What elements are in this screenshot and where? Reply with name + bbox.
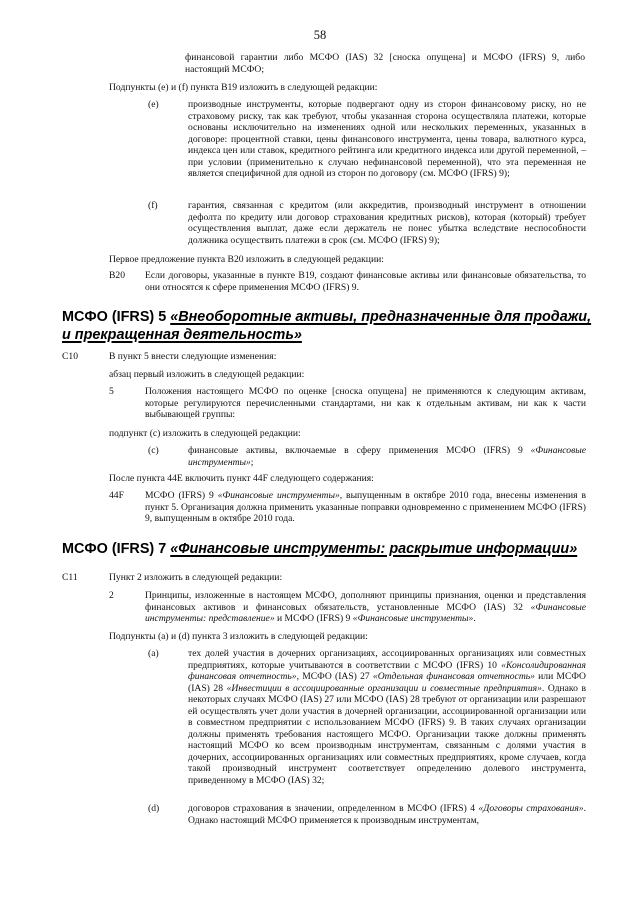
p2-text xyxy=(145,590,586,625)
c10-sub1: абзац первый изложить в следующей редакции: xyxy=(109,369,305,380)
a-6: «Инвестиции в ассоциированные организации и совместные предприятия» xyxy=(226,682,542,694)
heading-ifrs7-title: «Финансовые инструменты: раскрытие информации» xyxy=(170,541,578,557)
b19-e-text: производные инструменты, которые подвергают одну из сторон финансовому риску, но не страховому риску, так как требуют, чтобы указанная сторона осуществляла платежи, которые основаны исключительно на изменениях одной или нескольких переменных, указанных в договоре: процентной ставки, цены финансового инструмента, цены товара, валютного курса, индекса цен или ставок, кредитного рейтинга или кредитного индекса или другой переменной, – при условии (применительно к случаю нефинансовой переменной), что эта переменная не является специфичной для одной из сторон по договору (см. МСФО (IFRS) 9); xyxy=(188,99,586,179)
p2-d: «Финансовые инструменты» xyxy=(352,613,474,624)
b20-label: B20 xyxy=(109,270,125,281)
c10-c-text-italic: «Финансовые инструменты» xyxy=(188,445,586,468)
a-3: , МСФО (IAS) 27 xyxy=(296,671,373,682)
c10-after44e: После пункта 44E включить пункт 44F следующего содержания: xyxy=(109,473,374,484)
top-continuation: финансовой гарантии либо МСФО (IAS) 32 [сноска опущена] и МСФО (IFRS) 9, либо настоящий МСФО; xyxy=(185,52,585,75)
heading-ifrs7-prefix: МСФО (IFRS) 7 xyxy=(62,541,171,557)
p2-a: Принципы, изложенные в настоящем МСФО, дополняют принципы признания, оценки и представления финансовых активов и финансовых обязательств, установленные МСФО (IAS) 32 xyxy=(145,590,586,613)
c11-sub: Подпункты (a) и (d) пункта 3 изложить в следующей редакции: xyxy=(109,631,368,642)
p5-text: Положения настоящего МСФО по оценке [сноска опущена] не применяются к следующим активам, которые регулируются перечисленными стандартами, ни как к отдельным активам, ни как к части выбывающей группы: xyxy=(145,386,586,420)
b19-f-label: (f) xyxy=(148,200,158,211)
a-7: . Однако в некоторых случаях МСФО (IAS) 27 или МСФО (IAS) 28 требуют от организации или разрешают ей осуществлять учет доли участия в дочерней организации, ассоциированной организации или в совместном предприятии с использованием МСФО (IFRS) 9. В таких случаях организации должны применять требования настоящего МСФО. Организации также должны применять настоящий МСФО ко всем производным инструментам, связанным с долями участия в дочерних, ассоциированных организациях или совместных предприятиях, кроме случаев, когда такой производный инструмент соответствует определению долевого инструмента, приведенному в МСФО (IAS) 32; xyxy=(188,682,586,786)
a-2: «Консолидированная финансовая отчетность» xyxy=(188,659,586,682)
d-3: . Однако настоящий МСФО применяется к производным инструментам, xyxy=(188,803,586,826)
d-2: «Договоры страхования» xyxy=(478,803,584,814)
heading-ifrs5 xyxy=(62,308,602,344)
p44f-a: МСФО (IFRS) 9 xyxy=(145,490,218,501)
p44f-c: , выпущенным в октябре 2010 года, внесены изменения в пункт 5. Организация должна применить указанные поправки одновременно с применением МСФО (IFRS) 9, выпущенным в октябре 2010 года. xyxy=(145,490,586,524)
c11-d-label: (d) xyxy=(148,803,160,814)
c10-c-text xyxy=(188,445,586,468)
b20-intro: Первое предложение пункта B20 изложить в следующей редакции: xyxy=(109,254,384,265)
c11-label: C11 xyxy=(62,572,78,583)
c10-sub2: подпункт (c) изложить в следующей редакции: xyxy=(109,428,301,439)
c11-text: Пункт 2 изложить в следующей редакции: xyxy=(109,572,283,583)
heading-ifrs7 xyxy=(62,540,602,558)
p2-label: 2 xyxy=(109,590,114,601)
p44f-text xyxy=(145,490,586,525)
b19-e-label: (e) xyxy=(148,99,159,110)
a-4: «Отдельная финансовая отчетность» xyxy=(372,671,535,682)
heading-ifrs5-title-line2: и прекращенная деятельность» xyxy=(62,327,302,343)
b19-f-text: гарантия, связанная с кредитом (или аккредитив, производный инструмент в отношении дефолта по кредиту или договор страхования кредитных рисков), которая (который) требует осуществления выплат, даже если держатель не понес убытка вследствие неспособности должника осуществить платежи в срок (см. МСФО (IFRS) 9); xyxy=(188,200,586,246)
c10-label: C10 xyxy=(62,351,78,362)
p44f-label: 44F xyxy=(109,490,124,501)
c11-a-label: (a) xyxy=(148,648,159,659)
d-1: договоров страхования в значении, определенном в МСФО (IFRS) 4 xyxy=(188,803,479,814)
c10-c-text-plain: финансовые активы, включаемые в сферу применения МСФО (IFRS) 9 xyxy=(188,445,531,456)
heading-ifrs5-title-line1: «Внеоборотные активы, предназначенные для продажи, xyxy=(170,309,592,325)
b20-text: Если договоры, указанные в пункте B19, создают финансовые активы или финансовые обязательства, то они относятся к сфере применения МСФО (IFRS) 9. xyxy=(145,270,586,293)
p44f-b: «Финансовые инструменты» xyxy=(217,490,340,501)
p2-e: . xyxy=(473,613,476,624)
p2-b: «Финансовые инструменты: представление» xyxy=(145,601,586,624)
page-number: 58 xyxy=(313,28,327,42)
c10-c-text-end: ; xyxy=(250,456,254,468)
b19-intro: Подпункты (e) и (f) пункта B19 изложить в следующей редакции: xyxy=(109,82,378,93)
p5-label: 5 xyxy=(109,386,114,397)
c11-a-text xyxy=(188,648,586,786)
c10-c-label: (c) xyxy=(148,445,159,456)
c10-text: В пункт 5 внести следующие изменения: xyxy=(109,351,277,362)
p2-c: и МСФО (IFRS) 9 xyxy=(274,613,353,624)
heading-ifrs5-prefix: МСФО (IFRS) 5 xyxy=(62,309,171,325)
c11-d-text xyxy=(188,803,586,826)
a-5: или МСФО (IAS) 28 xyxy=(188,671,586,694)
a-1: тех долей участия в дочерних организациях, ассоциированных организациях или совместных предприятиях, которые учитываются в соответствии с МСФО (IFRS) 10 xyxy=(188,648,586,671)
